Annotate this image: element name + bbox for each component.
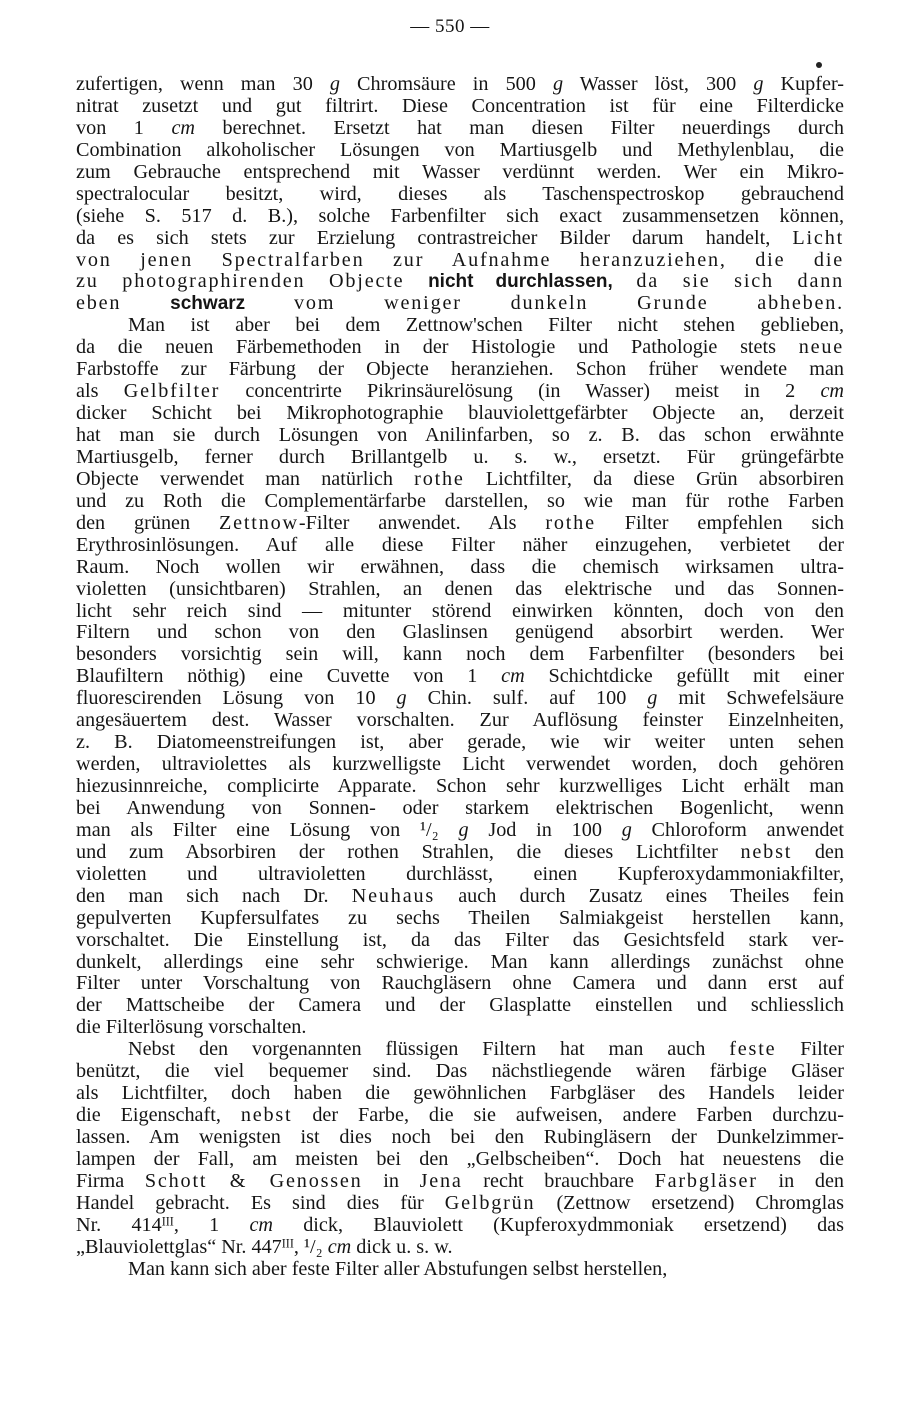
text-segment: vom weniger dunkeln Grunde abheben.: [245, 292, 845, 315]
text-segment: -Filter anwendet. Als: [298, 511, 546, 534]
text-segment: spectralocular besitzt, wird, dieses als Taschenspectroskop gebrauchend: [76, 182, 844, 205]
text-segment: Nr. 414ᴵᴵᴵ, 1: [76, 1213, 250, 1236]
text-line: [76, 973, 844, 995]
text-segment: g: [552, 73, 564, 95]
text-line: [76, 513, 844, 535]
text-segment: von 1: [76, 116, 172, 139]
text-segment: Raum. Noch wollen wir erwähnen, dass die chemisch wirksamen ultra-: [76, 555, 844, 578]
text-segment: zufertigen, wenn man 30: [76, 73, 330, 95]
text-segment: dunkelt, allerdings eine sehr schwierige. Man kann allerdings zunächst ohne: [76, 950, 844, 973]
text-segment: g: [458, 818, 469, 841]
text-segment: rothe: [414, 467, 465, 490]
text-segment: nicht durchlassen,: [428, 271, 613, 293]
text-line: [76, 1193, 844, 1215]
text-segment: benützt, die viel bequemer sind. Das nächstliegende wären färbige Gläser: [76, 1060, 844, 1083]
text-segment: cm: [171, 116, 195, 139]
text-segment: (siehe S. 517 d. B.), solche Farbenfilter sich exact zusammensetzen können,: [76, 204, 844, 227]
text-segment: z. B. Diatomeenstreifungen ist, aber gerade, wie wir weiter unten sehen: [76, 731, 844, 754]
text-segment: da es sich stets zur Erzielung contrastreicher Bilder darum handelt,: [76, 226, 793, 249]
text-segment: Filtern und schon von den Glaslinsen genügend absorbirt werden. Wer: [76, 621, 844, 644]
text-segment: Objecte verwendet man natürlich: [76, 467, 415, 490]
text-segment: feste: [729, 1038, 777, 1061]
text-line: [76, 930, 844, 952]
text-line: [76, 206, 844, 228]
text-line: [76, 491, 844, 513]
text-segment: Chin. sulf. auf 100: [406, 687, 648, 710]
text-line: [76, 732, 844, 754]
text-line: [76, 1061, 844, 1083]
text-line: [76, 403, 844, 425]
text-segment: die Eigenschaft,: [76, 1104, 241, 1127]
text-line: [76, 1083, 844, 1105]
text-segment: Chromsäure in 500: [339, 73, 553, 95]
text-segment: Filter unter Vorschaltung von Rauchgläsern ohne Camera und dann erst auf: [76, 972, 844, 995]
page-number: — 550 —: [410, 16, 490, 37]
text-line: [76, 666, 844, 688]
text-segment: Firma: [76, 1169, 145, 1192]
text-line: [76, 820, 844, 842]
text-line: [76, 754, 844, 776]
text-segment: Jena: [419, 1169, 463, 1192]
text-line: [76, 1039, 844, 1061]
text-segment: g: [753, 73, 764, 95]
text-line: [76, 162, 844, 184]
text-segment: die Filterlösung vorschalten.: [76, 1016, 307, 1039]
text-line: [76, 1237, 844, 1259]
text-line: [76, 644, 844, 666]
text-line: [76, 74, 844, 96]
text-segment: bei Anwendung von Sonnen- oder starkem elektrischen Bogenlicht, wenn: [76, 796, 844, 819]
text-segment: Handel gebracht. Es sind dies für: [76, 1191, 445, 1214]
text-line: [76, 776, 844, 798]
text-segment: eben: [76, 292, 171, 315]
text-segment: schwarz: [170, 293, 246, 315]
text-segment: g: [396, 687, 407, 710]
text-segment: da sie sich dann: [612, 270, 844, 293]
text-segment: Filter: [776, 1038, 845, 1061]
text-line: [76, 1017, 844, 1039]
text-line: [76, 622, 844, 644]
text-line: [76, 337, 844, 359]
text-segment: Gelbfilter: [123, 380, 221, 403]
text-line: [76, 579, 844, 601]
text-segment: auch durch Zusatz eines Theiles fein: [435, 884, 845, 907]
text-segment: Blaufiltern nöthig) eine Cuvette von 1: [76, 665, 502, 688]
text-line: [76, 184, 844, 206]
text-segment: Erythrosinlösungen. Auf alle diese Filter näher einzugehen, verbietet der: [76, 533, 844, 556]
text-line: [76, 1259, 844, 1281]
text-line: [76, 118, 844, 140]
text-segment: der Mattscheibe der Camera und der Glasplatte einstellen und schliesslich: [76, 994, 844, 1017]
text-segment: und zu Roth die Complementärfarbe darstellen, so wie man für rothe Farben: [76, 489, 844, 512]
text-line: [76, 557, 844, 579]
text-segment: recht brauchbare: [462, 1169, 655, 1192]
text-segment: Jod in 100: [468, 818, 622, 841]
text-line: [76, 995, 844, 1017]
text-segment: Farbgläser: [654, 1169, 758, 1192]
text-segment: Schichtdicke gefüllt mit einer: [524, 665, 844, 688]
text-segment: „Blauviolettglas“ Nr. 447ᴵᴵᴵ, ¹/₂: [76, 1235, 328, 1258]
text-line: [76, 293, 844, 315]
text-line: [76, 1171, 844, 1193]
text-line: [76, 96, 844, 118]
text-segment: lassen. Am wenigsten ist dies noch bei den Rubingläsern der Dunkelzimmer-: [76, 1126, 844, 1148]
text-segment: cm: [501, 665, 525, 688]
text-segment: mit Schwefelsäure: [657, 687, 844, 710]
text-segment: in: [362, 1169, 420, 1192]
text-segment: concentrirte Pikrinsäurelösung (in Wasser) meist in 2: [220, 380, 821, 403]
text-segment: rothe: [545, 511, 596, 534]
text-segment: den grünen: [76, 511, 219, 534]
text-line: [76, 140, 844, 162]
text-segment: cm: [249, 1213, 273, 1236]
text-segment: Farbstoffe zur Färbung der Objecte heranziehen. Schon früher wendete man: [76, 358, 844, 381]
text-segment: dick, Blauviolett (Kupferoxydmmoniak ersetzend) das: [272, 1213, 844, 1236]
text-segment: cm: [820, 380, 844, 403]
text-segment: vorschaltet. Die Einstellung ist, da das Filter das Gesichtsfeld stark ver-: [76, 928, 844, 951]
text-line: [76, 469, 844, 491]
text-line: [76, 1215, 844, 1237]
text-segment: als Lichtfilter, doch haben die gewöhnlichen Farbgläser des Handels leider: [76, 1082, 844, 1105]
text-line: [76, 1105, 844, 1127]
text-line: [76, 1149, 844, 1171]
text-line: [76, 359, 844, 381]
text-segment: g: [621, 818, 632, 841]
text-segment: dick u. s. w.: [351, 1235, 453, 1258]
text-segment: dicker Schicht bei Mikrophotographie blauviolettgefärbter Objecte an, derzeit: [76, 402, 844, 425]
text-segment: Nebst den vorgenannten flüssigen Filtern hat man auch: [128, 1038, 730, 1061]
text-line: [76, 425, 844, 447]
text-segment: berechnet. Ersetzt hat man diesen Filter neuerdings durch: [194, 116, 845, 139]
text-segment: Martiusgelb, ferner durch Brillantgelb u. s. w., ersetzt. Für grüngefärbte: [76, 445, 844, 468]
text-segment: nebst: [740, 840, 793, 863]
text-segment: von jenen Spectralfarben zur Aufnahme heranzuziehen, die die: [76, 248, 844, 271]
text-segment: Kupfer-: [763, 73, 844, 95]
text-segment: zum Gebrauche entsprechend mit Wasser verdünnt werden. Wer ein Mikro-: [76, 160, 844, 183]
text-segment: Licht: [792, 226, 844, 249]
text-segment: fluorescirenden Lösung von 10: [76, 687, 397, 710]
text-segment: Man kann sich aber feste Filter aller Abstufungen selbst herstellen,: [128, 1257, 668, 1280]
text-segment: g: [329, 73, 340, 95]
text-segment: der Farbe, die sie aufweisen, andere Farben durchzu-: [292, 1104, 844, 1127]
text-segment: da die neuen Färbemethoden in der Histologie und Pathologie stets: [76, 336, 799, 359]
text-segment: g: [647, 687, 658, 710]
text-segment: Lichtfilter, da diese Grün absorbiren: [464, 467, 844, 490]
text-segment: Man ist aber bei dem Zettnow'schen Filter nicht stehen geblieben,: [128, 314, 844, 337]
text-segment: angesäuertem dest. Wasser vorschalten. Zur Auflösung feinster Einzelnheiten,: [76, 709, 844, 732]
text-line: [76, 952, 844, 974]
text-segment: neue: [798, 336, 844, 359]
text-segment: besonders vorsichtig sein will, kann noch dem Farbenfilter (besonders bei: [76, 643, 844, 666]
text-segment: Zettnow: [219, 511, 299, 534]
text-segment: gepulverten Kupfersulfates zu sechs Theilen Salmiakgeist herstellen kann,: [76, 906, 844, 929]
text-segment: cm: [327, 1235, 352, 1258]
text-line: [76, 842, 844, 864]
text-segment: violetten (unsichtbaren) Strahlen, an denen das elektrische und das Sonnen-: [76, 577, 844, 600]
text-segment: Filter empfehlen sich: [595, 511, 844, 534]
text-line: [76, 271, 844, 293]
text-segment: nebst: [240, 1104, 293, 1127]
text-line: [76, 315, 844, 337]
text-segment: als: [76, 380, 124, 403]
text-line: [76, 601, 844, 623]
text-line: [76, 710, 844, 732]
text-segment: (Zettnow ersetzend) Chromglas: [535, 1191, 844, 1214]
body-text: [76, 74, 844, 1281]
text-segment: hiezusinnreiche, complicirte Apparate. Schon sehr kurzwelliges Licht erhält man: [76, 775, 844, 797]
text-line: [76, 447, 844, 469]
text-segment: Schott & Genossen: [144, 1169, 363, 1192]
text-segment: violetten und ultravioletten durchlässt, einen Kupferoxydammoniakfilter,: [76, 862, 844, 885]
text-segment: nitrat zusetzt und gut filtrirt. Diese Concentration ist für eine Filterdicke: [76, 94, 844, 117]
text-segment: zu photographirenden Objecte: [76, 270, 429, 293]
text-segment: Wasser löst, 300: [563, 73, 754, 95]
text-line: [76, 381, 844, 403]
text-line: [76, 535, 844, 557]
text-line: [76, 798, 844, 820]
ink-dot-mark: [816, 62, 822, 68]
text-line: [76, 1127, 844, 1149]
text-segment: in den: [757, 1169, 844, 1192]
text-segment: Combination alkoholischer Lösungen von Martiusgelb und Methylenblau, die: [76, 138, 844, 161]
text-segment: Neuhaus: [351, 884, 436, 907]
text-segment: lampen der Fall, am meisten bei den „Gelbscheiben“. Doch hat neuestens die: [76, 1147, 844, 1170]
text-line: [76, 228, 844, 250]
text-segment: werden, ultraviolettes als kurzwelligste Licht verwendet worden, doch gehören: [76, 753, 844, 776]
text-segment: den: [792, 840, 844, 863]
text-segment: und zum Absorbiren der rothen Strahlen, die dieses Lichtfilter: [76, 840, 741, 863]
text-line: [76, 864, 844, 886]
text-line: [76, 886, 844, 908]
text-line: [76, 688, 844, 710]
text-segment: Chloroform anwendet: [631, 818, 844, 841]
text-segment: hat man sie durch Lösungen von Anilinfarben, so z. B. das schon erwähnte: [76, 424, 844, 446]
text-segment: man als Filter eine Lösung von ¹/₂: [76, 818, 459, 841]
text-segment: den man sich nach Dr.: [76, 884, 352, 907]
text-line: [76, 908, 844, 930]
text-line: [76, 250, 844, 272]
text-segment: Gelbgrün: [444, 1191, 536, 1214]
text-segment: licht sehr reich sind — mitunter störend einwirken könnten, doch von den: [76, 599, 844, 622]
